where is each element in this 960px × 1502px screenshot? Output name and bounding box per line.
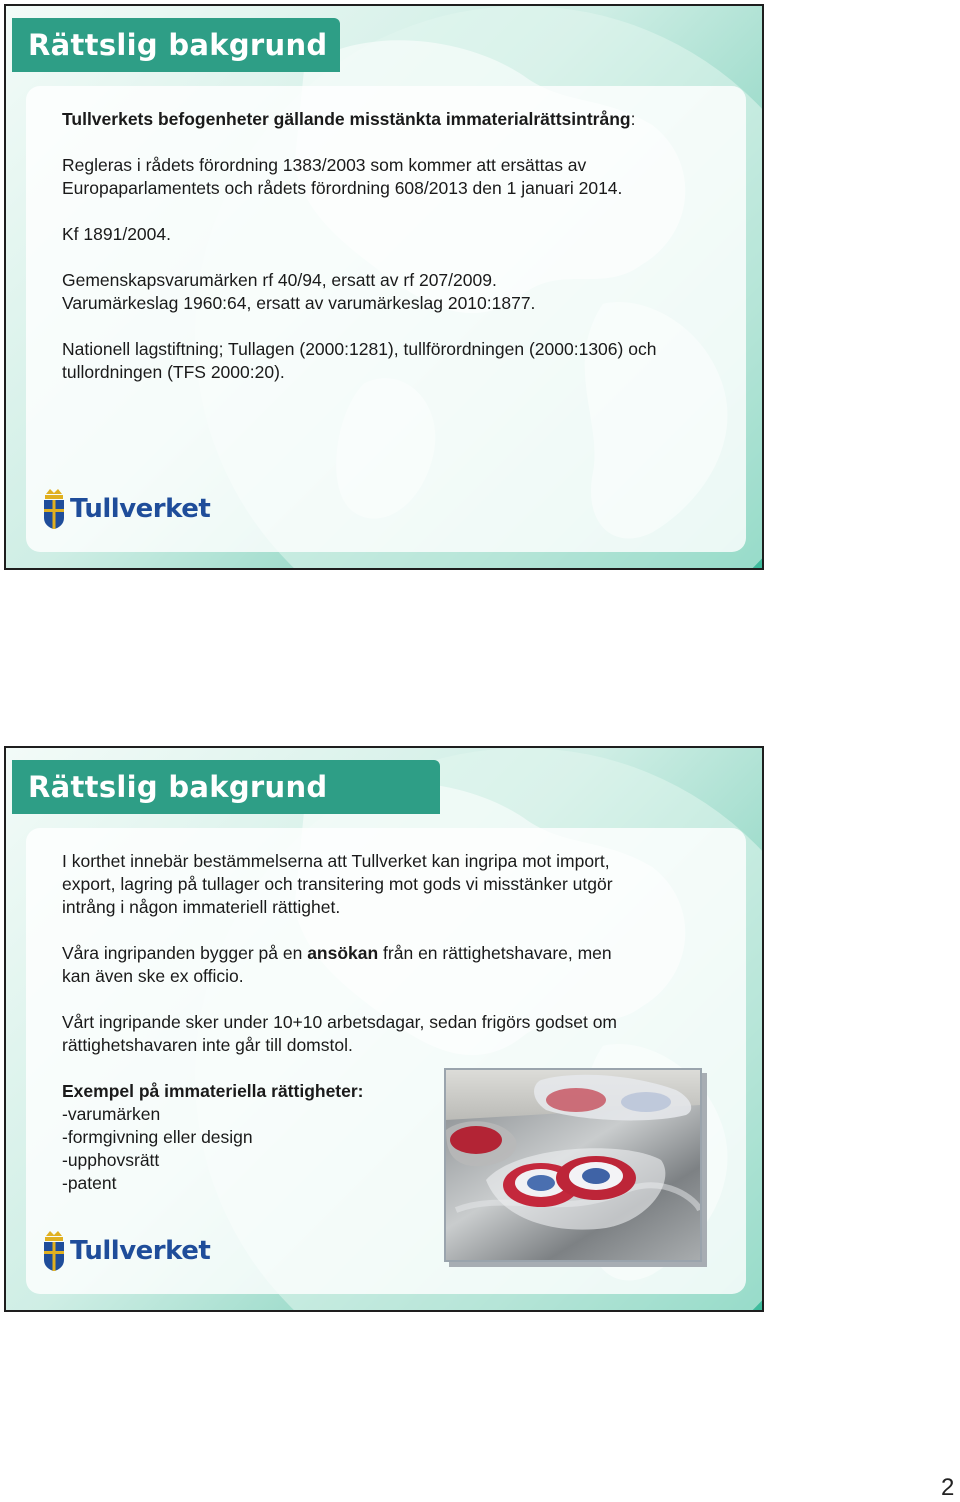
slide-title: Rättslig bakgrund	[28, 28, 328, 62]
photo-illustration	[446, 1070, 700, 1260]
bold-term: ansökan	[307, 943, 379, 963]
text-line: intrång i någon immateriell rättighet.	[62, 897, 341, 917]
slide-content	[62, 108, 742, 407]
text-line: rättighetshavaren inte går till domstol.	[62, 1035, 353, 1055]
heading-text: Tullverkets befogenheter gällande misstänkta immaterialrättsintrång	[62, 109, 631, 129]
paragraph-kf	[62, 223, 742, 246]
paragraph-workdays	[62, 1011, 742, 1057]
page-number: 2	[941, 1474, 955, 1501]
slide-2	[4, 746, 764, 1312]
tullverket-logo	[42, 488, 210, 530]
title-bar	[12, 760, 440, 814]
logo-wordmark: Tullverket	[70, 494, 211, 524]
list-item: -upphovsrätt	[62, 1150, 160, 1170]
text-line: Regleras i rådets förordning 1383/2003 som kommer att ersättas av	[62, 155, 587, 175]
list-item: -patent	[62, 1173, 117, 1193]
examples-heading: Exempel på immateriella rättigheter:	[62, 1081, 364, 1101]
tullverket-logo	[42, 1230, 210, 1272]
text-line: I korthet innebär bestämmelserna att Tullverket kan ingripa mot import,	[62, 851, 610, 871]
slide-title: Rättslig bakgrund	[28, 770, 328, 804]
text-line: Gemenskapsvarumärken rf 40/94, ersatt av rf 207/2009.	[62, 270, 497, 290]
text-line: från en rättighetshavare, men	[378, 943, 612, 963]
seized-goods-photo	[444, 1068, 702, 1262]
list-item: -formgivning eller design	[62, 1127, 253, 1147]
paragraph-application	[62, 942, 742, 988]
heading-paragraph	[62, 108, 742, 131]
paragraph-regulation	[62, 154, 742, 200]
text-line: Europaparlamentets och rådets förordning 608/2013 den 1 januari 2014.	[62, 178, 623, 198]
text-line: Vårt ingripande sker under 10+10 arbetsdagar, sedan frigörs godset om	[62, 1012, 618, 1032]
text-line: kan även ske ex officio.	[62, 966, 244, 986]
text-line: Nationell lagstiftning; Tullagen (2000:1281), tullförordningen (2000:1306) och	[62, 339, 657, 359]
slide-1	[4, 4, 764, 570]
title-bar	[12, 18, 340, 72]
list-item: -varumärken	[62, 1104, 161, 1124]
coat-of-arms-icon	[42, 1230, 66, 1272]
logo-wordmark: Tullverket	[70, 1236, 211, 1266]
paragraph-national	[62, 338, 742, 384]
paragraph-trademarks	[62, 269, 742, 315]
coat-of-arms-icon	[42, 488, 66, 530]
text-line: Kf 1891/2004.	[62, 224, 171, 244]
paragraph-summary	[62, 850, 742, 919]
heading-suffix: :	[630, 109, 636, 129]
text-line: Våra ingripanden bygger på en	[62, 943, 308, 963]
text-line: Varumärkeslag 1960:64, ersatt av varumärkeslag 2010:1877.	[62, 293, 536, 313]
text-line: tullordningen (TFS 2000:20).	[62, 362, 285, 382]
text-line: export, lagring på tullager och transitering mot gods vi misstänker utgör	[62, 874, 613, 894]
